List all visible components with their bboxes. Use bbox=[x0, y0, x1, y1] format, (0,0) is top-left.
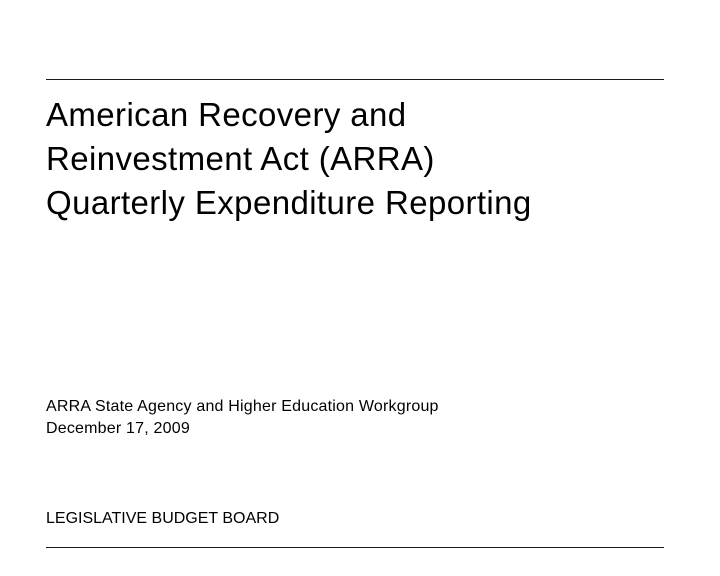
title-line-1: American Recovery and bbox=[46, 96, 407, 133]
top-divider bbox=[46, 79, 664, 80]
bottom-divider bbox=[46, 547, 664, 548]
subtitle-block bbox=[46, 396, 666, 440]
page-title bbox=[46, 93, 676, 225]
organization-name: LEGISLATIVE BUDGET BOARD bbox=[46, 510, 280, 527]
presentation-date: December 17, 2009 bbox=[46, 420, 190, 437]
title-line-3: Quarterly Expenditure Reporting bbox=[46, 184, 532, 221]
title-line-2: Reinvestment Act (ARRA) bbox=[46, 140, 435, 177]
workgroup-name: ARRA State Agency and Higher Education Workgroup bbox=[46, 398, 439, 415]
